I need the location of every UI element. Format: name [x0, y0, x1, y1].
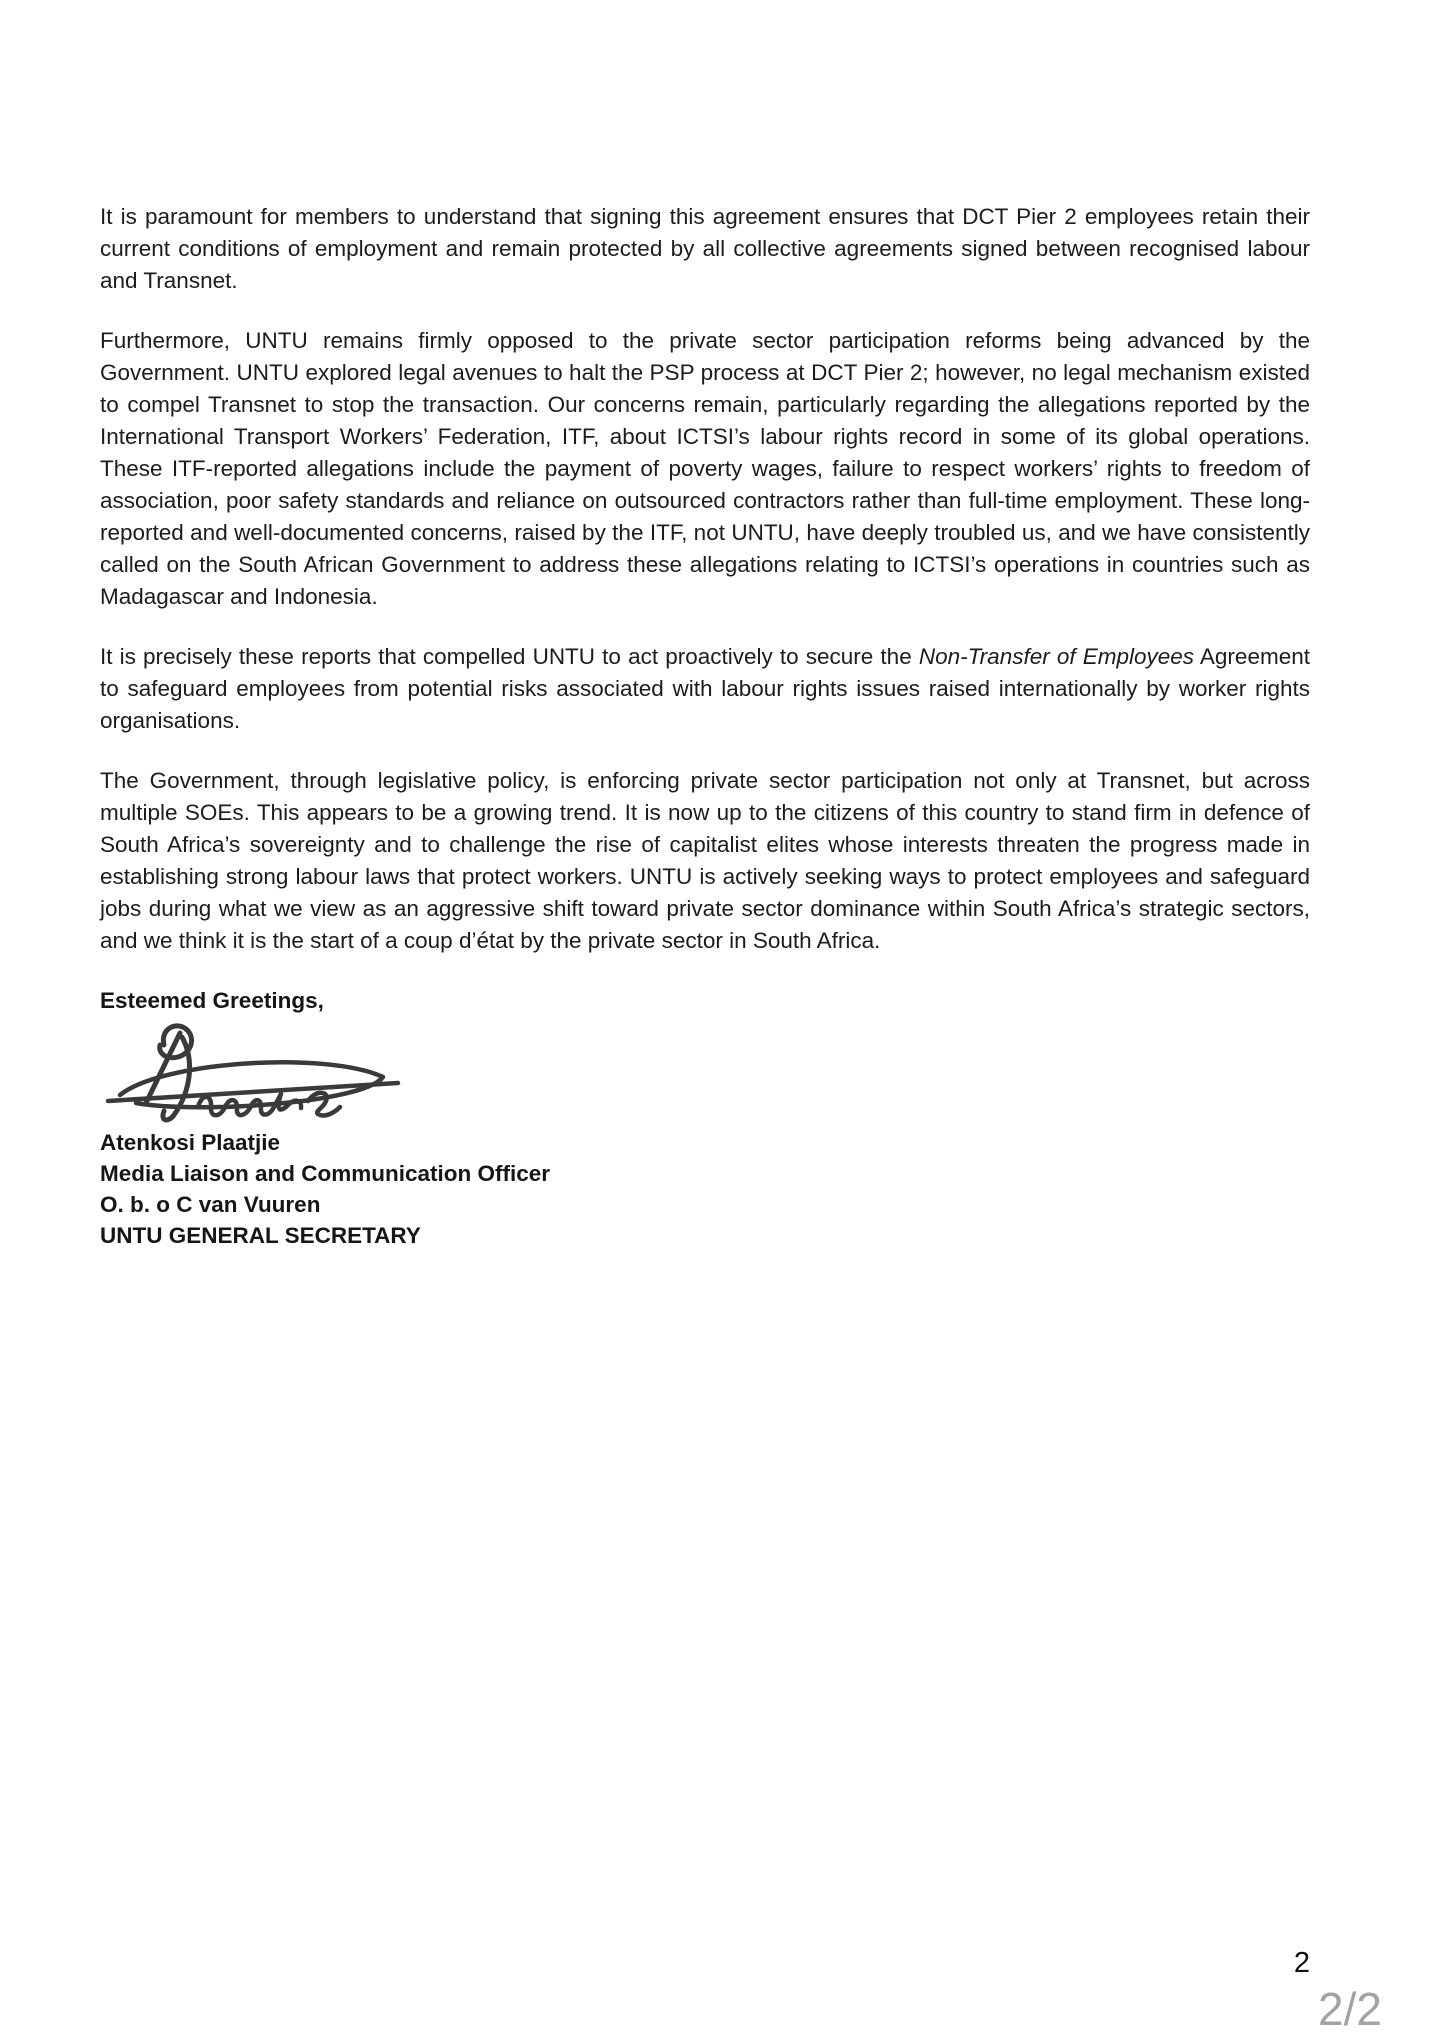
signatory-name: Atenkosi Plaatjie [100, 1130, 281, 1155]
signature-block [100, 1127, 1310, 1251]
handwritten-signature-image [102, 1019, 402, 1123]
signatory-on-behalf-of: O. b. o C van Vuuren [100, 1192, 321, 1217]
signatory-title: Media Liaison and Communication Officer [100, 1161, 551, 1186]
page-number: 2 [1293, 1947, 1310, 1979]
paragraph-psp-opposition: Furthermore, UNTU remains firmly opposed to the private sector participation reforms being advanced by the Government. UNTU explored legal avenues to halt the PSP process at DCT Pier 2; however, no legal mechanism existed to compel Transnet to stop the transaction. Our concerns remain, particularly regarding the allegations reported by the International Transport Workers’ Federation, ITF, about ICTSI’s labour rights record in some of its global operations. These ITF-reported allegations include the payment of poverty wages, failure to respect workers’ rights to freedom of association, poor safety standards and reliance on outsourced contractors rather than full-time employment. These long-reported and well-documented concerns, raised by the ITF, not UNTU, have deeply troubled us, and we have consistently called on the South African Government to address these allegations relating to ICTSI’s operations in countries such as Madagascar and Indonesia. [100, 328, 1310, 609]
letter-body [100, 201, 1310, 1251]
signatory-organisation-role: UNTU GENERAL SECRETARY [100, 1223, 421, 1248]
closing-salutation: Esteemed Greetings, [100, 988, 324, 1013]
paragraph-government-policy: The Government, through legislative policy, is enforcing private sector participation not only at Transnet, but across multiple SOEs. This appears to be a growing trend. It is now up to the citizens of this country to stand firm in defence of South Africa’s sovereignty and to challenge the rise of capitalist elites whose interests threaten the progress made in establishing strong labour laws that protect workers. UNTU is actively seeking ways to protect employees and safeguard jobs during what we view as an aggressive shift toward private sector dominance within South Africa’s strategic sectors, and we think it is the start of a coup d’état by the private sector in South Africa. [100, 768, 1310, 953]
viewer-page-indicator: 2/2 [1318, 1983, 1382, 2032]
paragraph-agreement-assurance: It is paramount for members to understand that signing this agreement ensures that DCT Pier 2 employees retain their current conditions of employment and remain protected by all collective agreements signed between recognised labour and Transnet. [100, 204, 1310, 293]
paragraph-non-transfer-agreement: It is precisely these reports that compelled UNTU to act proactively to secure the Non-Transfer of Employees Agreement to safeguard employees from potential risks associated with labour rights issues raised internationally by worker rights organisations. [100, 644, 1310, 733]
